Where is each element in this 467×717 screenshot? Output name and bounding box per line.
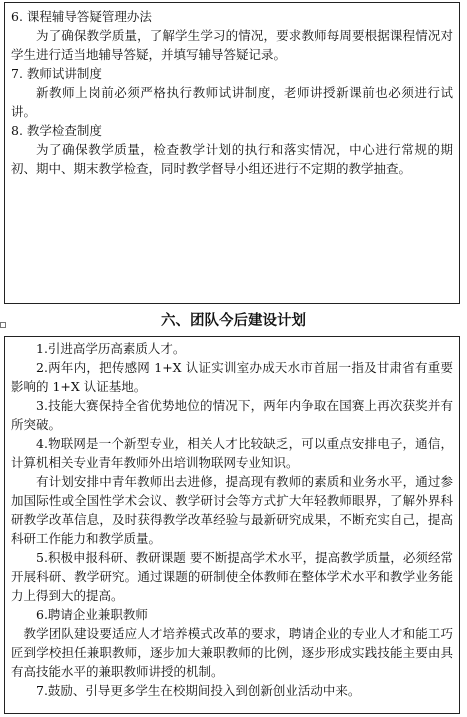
section-8-title: 8. 教学检查制度 [11, 123, 102, 138]
section-7-title: 7. 教师试讲制度 [11, 66, 102, 81]
management-rules-box [4, 2, 460, 304]
team-plan-box [4, 336, 460, 714]
plan-item-7: 7.鼓励、引导更多学生在校期间投入到创新创业活动中来。 [36, 683, 361, 698]
plan-item-1: 1.引进高学历高素质人才。 [36, 341, 186, 356]
plan-item-4: 4.物联网是一个新型专业，相关人才比较缺乏，可以重点安排电子，通信，计算机相关专业青年教师外出培训物联网专业知识。 [11, 436, 453, 470]
plan-item-2: 2.两年内，把传感网 1+X 认证实训室办成天水市首屈一指及甘肃省有重要影响的 1+X 认证基地。 [11, 360, 453, 394]
plan-item-6-detail: 教学团队建设要适应人才培养模式改革的要求，聘请企业的专业人才和能工巧匠到学校担任兼职教师，逐步加大兼职教师的比例，逐步形成实践技能主要由具有高技能水平的兼职教师讲授的机制。 [11, 626, 453, 679]
plan-item-5: 5.积极申报科研、教研课题 要不断提高学术水平，提高教学质量，必须经常开展科研、教学研究。通过课题的研制使全体教师在整体学术水平和教学业务能力上得到大的提高。 [11, 550, 453, 603]
section-heading: 六、团队今后建设计划 [161, 313, 306, 329]
section-6-title: 6. 课程辅导答疑管理办法 [11, 9, 152, 24]
section-7-body: 新教师上岗前必须严格执行教师试讲制度，老师讲授新课前也必须进行试讲。 [11, 85, 453, 119]
plan-item-4-detail: 有计划安排中青年教师出去进修，提高现有教师的素质和业务水平，通过参加国际性或全国性学术会议、教学研讨会等方式扩大年轻教师眼界，了解外界科研教学改革信息，及时获得教学改革经验与最新研究成果，不断充实自己，提高科研工作能力和教学质量。 [11, 474, 453, 546]
plan-item-3: 3.技能大赛保持全省优势地位的情况下，两年内争取在国赛上再次获奖并有所突破。 [11, 398, 453, 432]
plan-item-6: 6.聘请企业兼职教师 [36, 607, 148, 622]
section-6-body: 为了确保教学质量，了解学生学习的情况，要求教师每周要根据课程情况对学生进行适当地辅导答疑，并填写辅导答疑记录。 [11, 28, 453, 62]
section-8-body: 为了确保教学质量，检查教学计划的执行和落实情况，中心进行常规的期初、期中、期末教学检查，同时教学督导小组还进行不定期的教学抽查。 [11, 142, 453, 176]
